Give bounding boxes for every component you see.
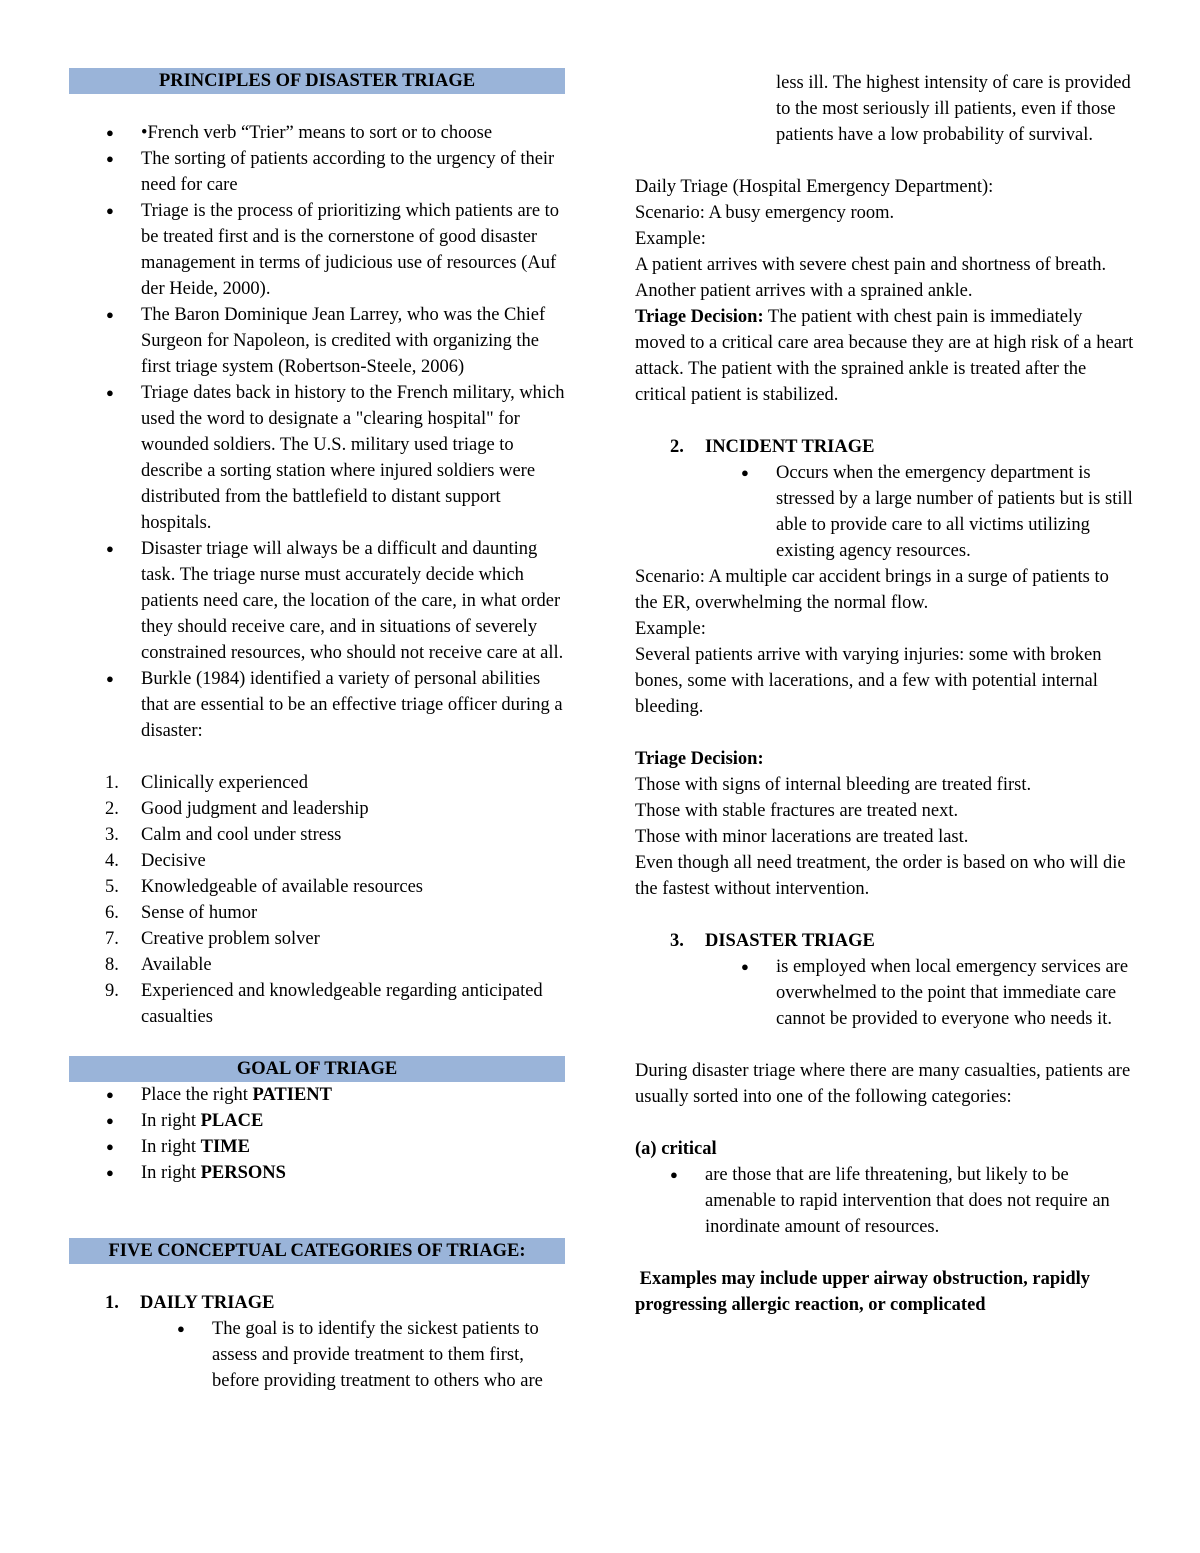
daily-example-1: A patient arrives with severe chest pain and shortness of breath. [635, 255, 1107, 275]
incident-scenario: Scenario: A multiple car accident brings in a surge of patients to the ER, overwhelming the normal flow. [635, 567, 1109, 613]
list-item: 2. Good judgment and leadership [105, 799, 369, 819]
list-item: ● Triage is the process of prioritizing which patients are to be treated first and is the cornerstone of good disaster management in terms of judicious use of resources (Auf der Heide, 2000). [141, 198, 565, 302]
five-categories-header: FIVE CONCEPTUAL CATEGORIES OF TRIAGE: [69, 1238, 565, 1264]
list-item: 3. Calm and cool under stress [105, 825, 342, 845]
list-item: ● are those that are life threatening, but likely to be amenable to rapid intervention that does not require an inordinate amount of resources. [705, 1162, 1135, 1240]
list-item: ● •French verb “Trier” means to sort or to choose [141, 120, 565, 146]
incident-example: Several patients arrive with varying injuries: some with broken bones, some with lacerations, and a few with potential internal bleeding. [635, 645, 1102, 717]
abilities-list [69, 770, 565, 1030]
list-item: 5. Knowledgeable of available resources [105, 877, 423, 897]
disaster-triage-list [635, 954, 1135, 1032]
list-item: ● Place the right PATIENT [141, 1082, 565, 1108]
incident-decision-label: Triage Decision: [635, 749, 764, 769]
list-item: 8. Available [105, 955, 212, 975]
list-item: 9. Experienced and knowledgeable regarding anticipated casualties [105, 981, 543, 1027]
critical-label: (a) critical [635, 1139, 717, 1159]
list-item: ● is employed when local emergency services are overwhelmed to the point that immediate care cannot be provided to everyone who needs it. [776, 954, 1135, 1032]
critical-examples: Examples may include upper airway obstruction, rapidly progressing allergic reaction, or complicated [635, 1269, 1095, 1315]
daily-scenario: Scenario: A busy emergency room. [635, 203, 895, 223]
incident-decision: Those with minor lacerations are treated last. [635, 827, 969, 847]
list-item: ● The Baron Dominique Jean Larrey, who was the Chief Surgeon for Napoleon, is credited with organizing the first triage system (Robertson-Steele, 2006) [141, 302, 565, 380]
list-item: ● Occurs when the emergency department is stressed by a large number of patients but is still able to provide care to all victims utilizing existing agency resources. [776, 460, 1135, 564]
incident-decision: Those with stable fractures are treated next. [635, 801, 959, 821]
goal-header: GOAL OF TRIAGE [69, 1056, 565, 1082]
list-item: ● Burkle (1984) identified a variety of personal abilities that are essential to be an effective triage officer during a disaster: [141, 666, 565, 744]
list-item: 1. Clinically experienced [105, 773, 308, 793]
daily-example-title: Daily Triage (Hospital Emergency Department): [635, 177, 994, 197]
list-item: ● In right PLACE [141, 1108, 565, 1134]
daily-triage-list [69, 1316, 565, 1394]
example-label: Example: [635, 229, 706, 249]
daily-decision: Triage Decision: The patient with chest pain is immediately moved to a critical care area because they are at high risk of a heart attack. The patient with the sprained ankle is treated after the critical patient is stabilized. [635, 307, 1134, 405]
list-item: ● Disaster triage will always be a difficult and daunting task. The triage nurse must accurately decide which patients need care, the location of the care, in what order they should receive care, and in situations of severely constrained resources, who should not receive care at all. [141, 536, 565, 666]
principles-header: PRINCIPLES OF DISASTER TRIAGE [69, 68, 565, 94]
incident-decision: Those with signs of internal bleeding are treated first. [635, 775, 1032, 795]
list-item: ● The sorting of patients according to the urgency of their need for care [141, 146, 565, 198]
incident-triage-list [635, 460, 1135, 564]
principles-list [69, 120, 565, 744]
left-column [69, 68, 565, 1394]
critical-list [635, 1162, 1135, 1240]
daily-triage-heading: 1. DAILY TRIAGE [105, 1293, 275, 1313]
disaster-intro: During disaster triage where there are many casualties, patients are usually sorted into one of the following categories: [635, 1061, 1131, 1107]
list-item: 4. Decisive [105, 851, 206, 871]
list-item: ● In right TIME [141, 1134, 565, 1160]
incident-decision: Even though all need treatment, the order is based on who will die the fastest without intervention. [635, 853, 1126, 899]
example-label: Example: [635, 619, 706, 639]
list-item: 7. Creative problem solver [105, 929, 320, 949]
list-item: ● Triage dates back in history to the French military, which used the word to designate a "clearing hospital" for wounded soldiers. The U.S. military used triage to describe a sorting station where injured soldiers were distributed from the battlefield to distant support hospitals. [141, 380, 565, 536]
right-column [635, 70, 1135, 1318]
list-item: ● The goal is to identify the sickest patients to assess and provide treatment to them first, before providing treatment to others who are [212, 1316, 565, 1394]
list-item: ● In right PERSONS [141, 1160, 565, 1186]
disaster-triage-heading: 3. DISASTER TRIAGE [670, 931, 875, 951]
goals-list [69, 1082, 565, 1186]
incident-triage-heading: 2. INCIDENT TRIAGE [670, 437, 875, 457]
daily-example-2: Another patient arrives with a sprained ankle. [635, 281, 973, 301]
daily-triage-continued: less ill. The highest intensity of care is provided to the most seriously ill patients, even if those patients have a low probability of survival. [776, 73, 1131, 145]
list-item: 6. Sense of humor [105, 903, 258, 923]
